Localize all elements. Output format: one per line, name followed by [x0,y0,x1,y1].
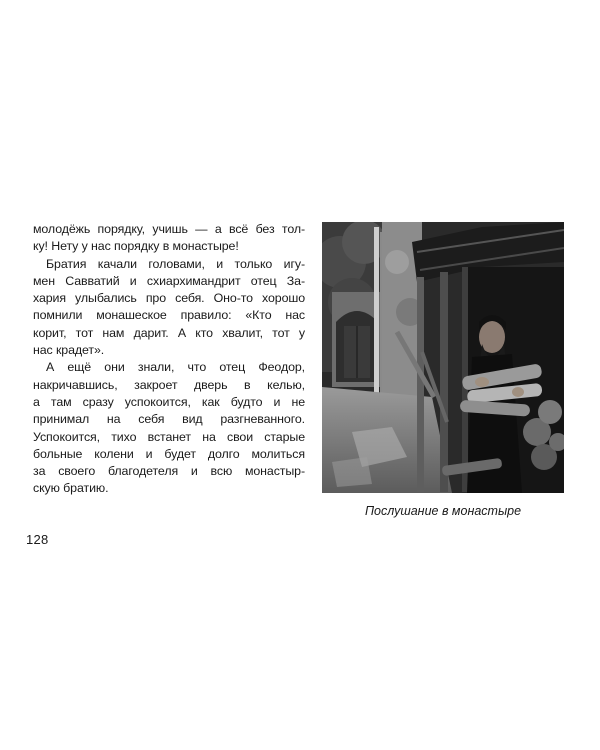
body-text [33,221,305,498]
text-line: Братия качали головами, и только игу- [46,256,305,271]
text-line: скую братию. [33,481,109,496]
text-line: помнили монашеское правило: «Кто нас [33,308,305,323]
text-line: А ещё они знали, что отец Феодор, [46,360,305,375]
page-number: 128 [26,532,49,547]
text-line: больные колени и будет долго молиться [33,446,305,461]
text-line: хария улыбались про себя. Оно-то хорошо [33,291,305,306]
text-line: за своего благодетеля и всю монастыр- [33,464,305,479]
photo-illustration [322,222,564,493]
text-line: Успокоится, тихо встанет на свои старые [33,429,305,444]
text-line: принимал на себя вид разгневанного. [33,412,305,427]
text-line: а там сразу успокоится, как будто и не [33,394,305,409]
text-line: корит, тот нам дарит. А кто хвалит, тот у [33,325,305,340]
text-line: накричавшись, закроет дверь в келью, [33,377,305,392]
photo-caption: Послушание в монастыре [364,504,522,518]
text-line: молодёжь порядку, учишь — а всё без тол- [33,222,305,236]
text-line: ку! Нету у нас порядку в монастыре! [33,239,239,254]
text-line: мен Савватий и схиархимандрит отец За- [33,273,305,288]
text-line: нас крадет». [33,343,105,358]
monastery-photo [322,222,564,493]
